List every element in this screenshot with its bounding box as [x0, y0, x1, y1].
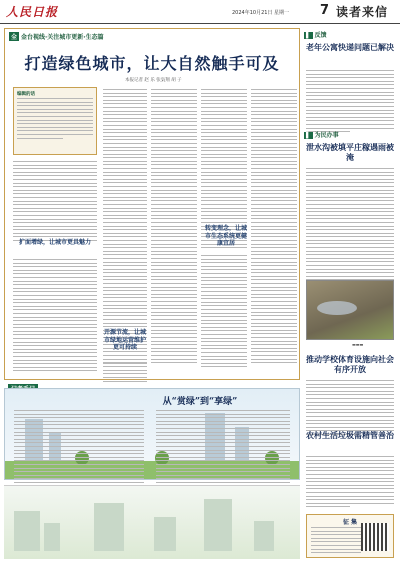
- flooded-field-photo: [306, 280, 394, 340]
- text-column-1b: [13, 259, 97, 374]
- text-column-2b: [103, 359, 147, 384]
- editorial-text-right: [156, 410, 290, 493]
- newspaper-logo: 人民日报: [6, 5, 59, 19]
- text-column-5a: [251, 89, 297, 366]
- editorial-title[interactable]: 从“赏绿”到“享绿”: [162, 397, 238, 407]
- feedback-headline[interactable]: 老年公寓快递问题已解决: [306, 42, 394, 52]
- call-for-submissions-box[interactable]: [306, 514, 394, 558]
- kicker-text: 金台视线·关注城市更新·生态篇: [21, 34, 104, 41]
- page-number: 7: [320, 3, 330, 18]
- text-column-4b: [201, 255, 247, 370]
- sports-facilities-headline[interactable]: 推动学校体育设施向社会有序开放: [306, 354, 394, 375]
- lead-article: [4, 28, 300, 380]
- text-column-1a: [13, 161, 97, 244]
- sports-facilities-text: [306, 380, 394, 438]
- editor-note-box: [13, 87, 97, 155]
- feedback-tag: ▌ 反馈: [306, 32, 327, 39]
- issue-date: 2024年10月21日 星期一: [232, 10, 290, 16]
- subhead-change-concept: 转变理念，让城市生态系统更健康宜居: [204, 225, 247, 247]
- editor-note-label: 编辑的话: [17, 92, 35, 97]
- subhead-expand-green: 扩面增绿，让城市更具魅力: [18, 239, 91, 246]
- city-skyline-illustration: [4, 485, 300, 559]
- call-for-submissions-title: 征 集: [342, 519, 358, 526]
- photo-credit: ▬▬▬: [352, 342, 364, 347]
- call-for-submissions-text: [311, 527, 361, 556]
- text-column-2a: [103, 89, 147, 366]
- right-column: [304, 28, 396, 561]
- text-column-3a: [151, 89, 197, 366]
- feedback-text: [306, 70, 394, 135]
- editor-note-text: [17, 98, 93, 141]
- lead-headline[interactable]: 打造绿色城市，让大自然触手可及: [24, 54, 280, 73]
- masthead: [0, 0, 400, 24]
- section-title: 读者来信: [336, 5, 389, 19]
- subhead-open-source: 开源节流，让城市绿地运营维护更可持续: [103, 329, 146, 351]
- editorial-text-left: [14, 410, 144, 493]
- service-tag: ▌ 为民办事: [306, 132, 339, 139]
- qr-code-icon[interactable]: [361, 523, 389, 551]
- rural-garbage-headline[interactable]: 农村生活垃圾需精管善治: [306, 430, 394, 440]
- lead-byline: 本报记者 赵 乐 张枭翔 胡 子: [125, 78, 182, 83]
- service-headline[interactable]: 泄水沟被填平庄稼遇雨被淹: [306, 142, 394, 163]
- lead-kicker: [9, 32, 104, 41]
- kicker-tag: 全: [11, 34, 18, 41]
- rural-garbage-text: [306, 456, 394, 510]
